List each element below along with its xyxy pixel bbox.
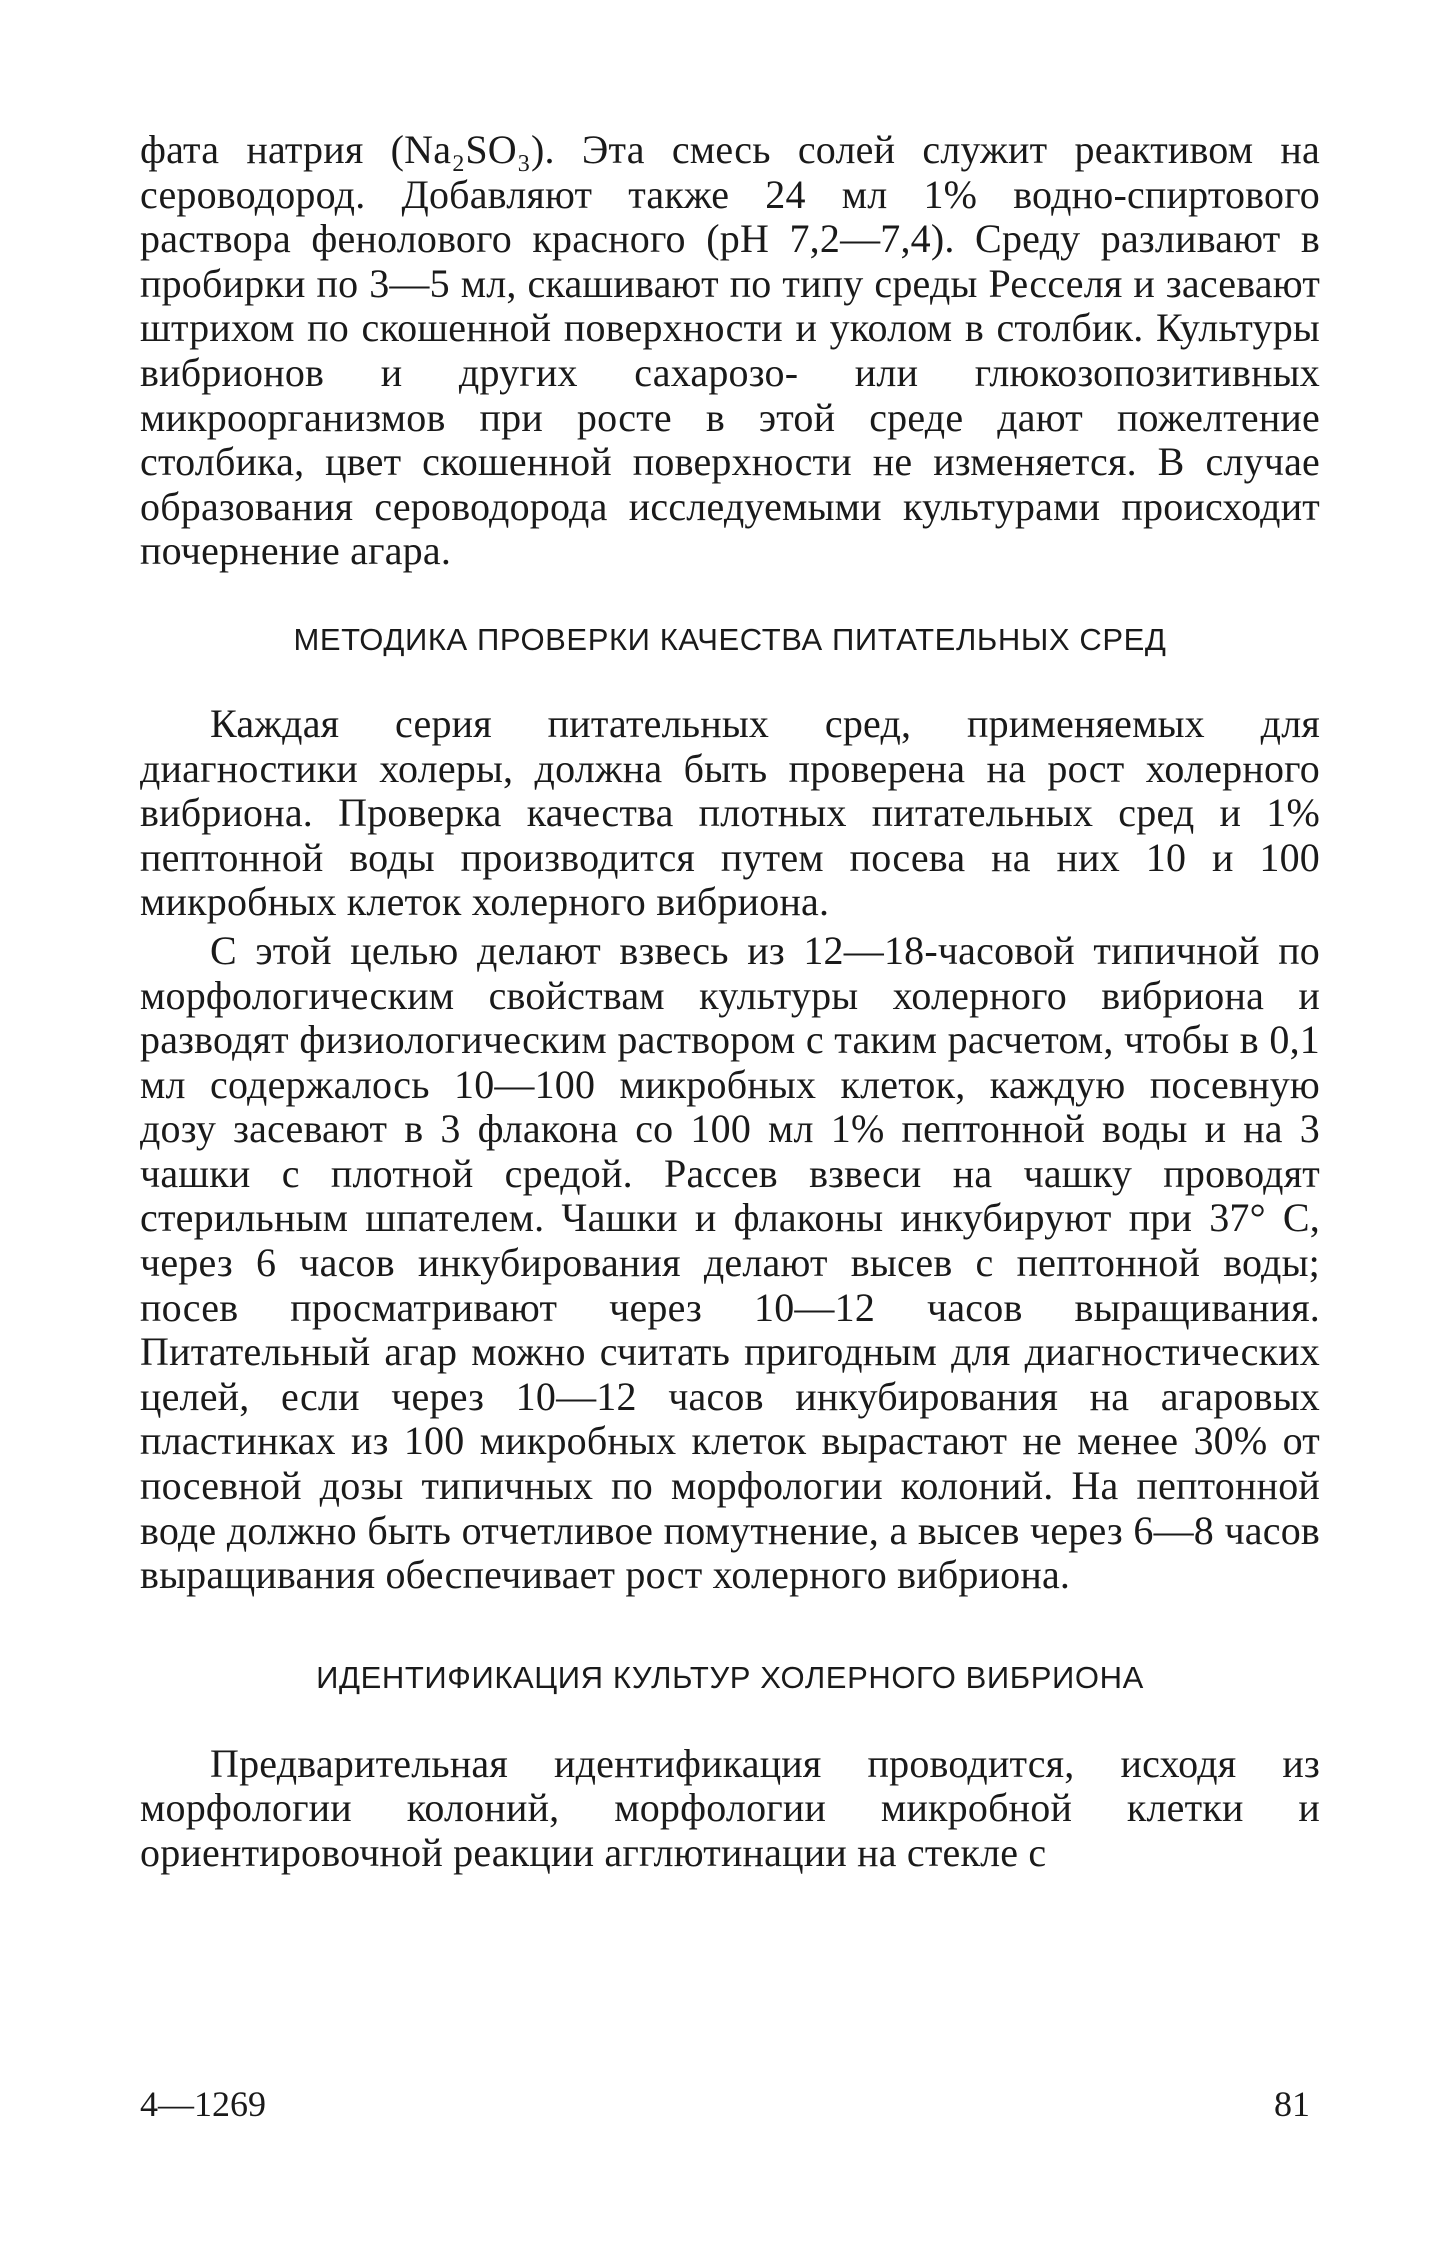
printer-signature: 4—1269 — [140, 2084, 266, 2124]
paragraph-preliminary-identification: Предварительная идентификация проводится, исходя из морфологии колоний, морфологии микробной клетки и ориентировочной реакции агглютинации на стекле с — [140, 1740, 1320, 1875]
page-body — [140, 128, 1320, 1876]
paragraph-media-series-check: Каждая серия питательных сред, применяемых для диагностики холеры, должна быть проверена на рост холерного вибриона. Проверка качества плотных питательных сред и 1% пептонной воды производится путем посева на них 10 и 100 микробных клеток холерного вибриона. — [140, 700, 1320, 925]
paragraph-reagent-description: фата натрия (Na₂SO₃). Эта смесь солей служит реактивом на сероводород. Добавляют также 24 мл 1% водно-спиртового раствора фенолового красного (pH 7,2—7,4). Среду разливают в пробирки по 3—5 мл, скашивают по типу среды Ресселя и засевают штрихом по скошенной поверхности и уколом в столбик. Культуры вибрионов и других сахарозо- или глюкозопозитивных микроорганизмов при росте в этой среде дают пожелтение столбика, цвет скошенной поверхности не изменяется. В случае образования сероводорода исследуемыми культурами происходит почернение агара. — [140, 127, 1320, 574]
paragraph-method-details: С этой целью делают взвесь из 12—18-часовой типичной по морфологическим свойствам культуры холерного вибриона и разводят физиологическим раствором с таким расчетом, чтобы в 0,1 мл содержалось 10—100 микробных клеток, каждую посевную дозу засевают в 3 флакона со 100 мл 1% пептонной воды и на 3 чашки с плотной средой. Рассев взвеси на чашку проводят стерильным шпателем. Чашки и флаконы инкубируют при 37° С, через 6 часов инкубирования делают высев с пептонной воды; посев просматривают через 10—12 часов выращивания. Питательный агар можно считать пригодным для диагностических целей, если через 10—12 часов инкубирования на агаровых пластинках из 100 микробных клеток вырастают не менее 30% от посевной дозы типичных по морфологии колоний. На пептонной воде должно быть отчетливое помутнение, а высев через 6—8 часов выращивания обеспечивает рост холерного вибриона. — [140, 927, 1320, 1598]
section-heading-media-quality: МЕТОДИКА ПРОВЕРКИ КАЧЕСТВА ПИТАТЕЛЬНЫХ СРЕД — [293, 621, 1167, 657]
page-number: 81 — [1274, 2084, 1310, 2124]
section-heading-identification: ИДЕНТИФИКАЦИЯ КУЛЬТУР ХОЛЕРНОГО ВИБРИОНА — [316, 1659, 1144, 1695]
